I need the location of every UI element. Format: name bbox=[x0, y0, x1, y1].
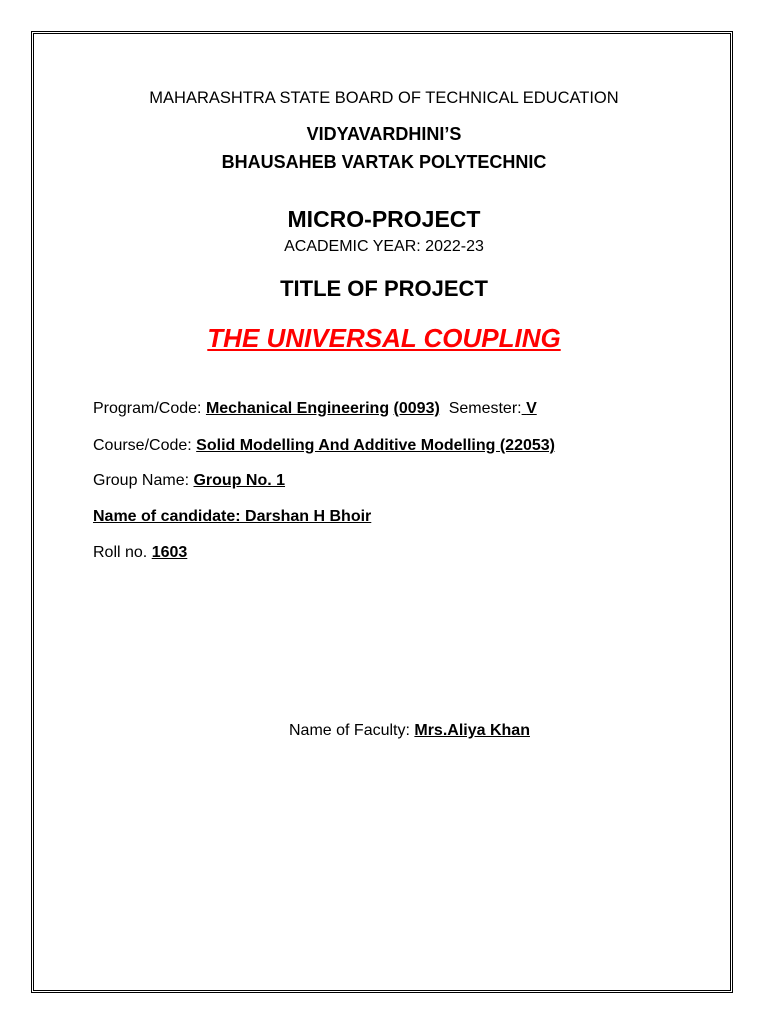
college-line-2: BHAUSAHEB VARTAK POLYTECHNIC bbox=[221, 152, 547, 172]
roll-field bbox=[93, 544, 187, 562]
candidate-name: Name of candidate: Darshan H Bhoir bbox=[93, 508, 372, 525]
course-field bbox=[93, 437, 555, 455]
academic-year: ACADEMIC YEAR: 2022-23 bbox=[284, 238, 484, 255]
group-label: Group Name: bbox=[93, 472, 194, 489]
faculty-field bbox=[289, 722, 530, 740]
micro-project-heading: MICRO-PROJECT bbox=[287, 206, 481, 232]
program-field bbox=[93, 400, 537, 418]
faculty-label: Name of Faculty: bbox=[289, 722, 415, 739]
group-field bbox=[93, 472, 285, 490]
project-title: THE UNIVERSAL COUPLING bbox=[207, 323, 561, 353]
roll-value: 1603 bbox=[151, 544, 188, 561]
semester-value: V bbox=[526, 400, 537, 417]
course-label: Course/Code: bbox=[93, 437, 197, 454]
program-label: Program/Code: bbox=[93, 400, 206, 417]
college-line-1: VIDYAVARDHINI’S bbox=[306, 124, 462, 144]
faculty-value: Mrs.Aliya Khan bbox=[414, 722, 530, 739]
board-name: MAHARASHTRA STATE BOARD OF TECHNICAL EDUCATION bbox=[149, 89, 619, 107]
roll-label: Roll no. bbox=[93, 544, 152, 561]
program-value: Mechanical Engineering bbox=[205, 400, 390, 417]
course-value: Solid Modelling And Additive Modelling (22053) bbox=[196, 437, 555, 454]
program-code: (0093) bbox=[393, 400, 440, 417]
semester-label: Semester: bbox=[448, 400, 522, 417]
group-value: Group No. 1 bbox=[193, 472, 286, 489]
title-label: TITLE OF PROJECT bbox=[280, 276, 488, 301]
